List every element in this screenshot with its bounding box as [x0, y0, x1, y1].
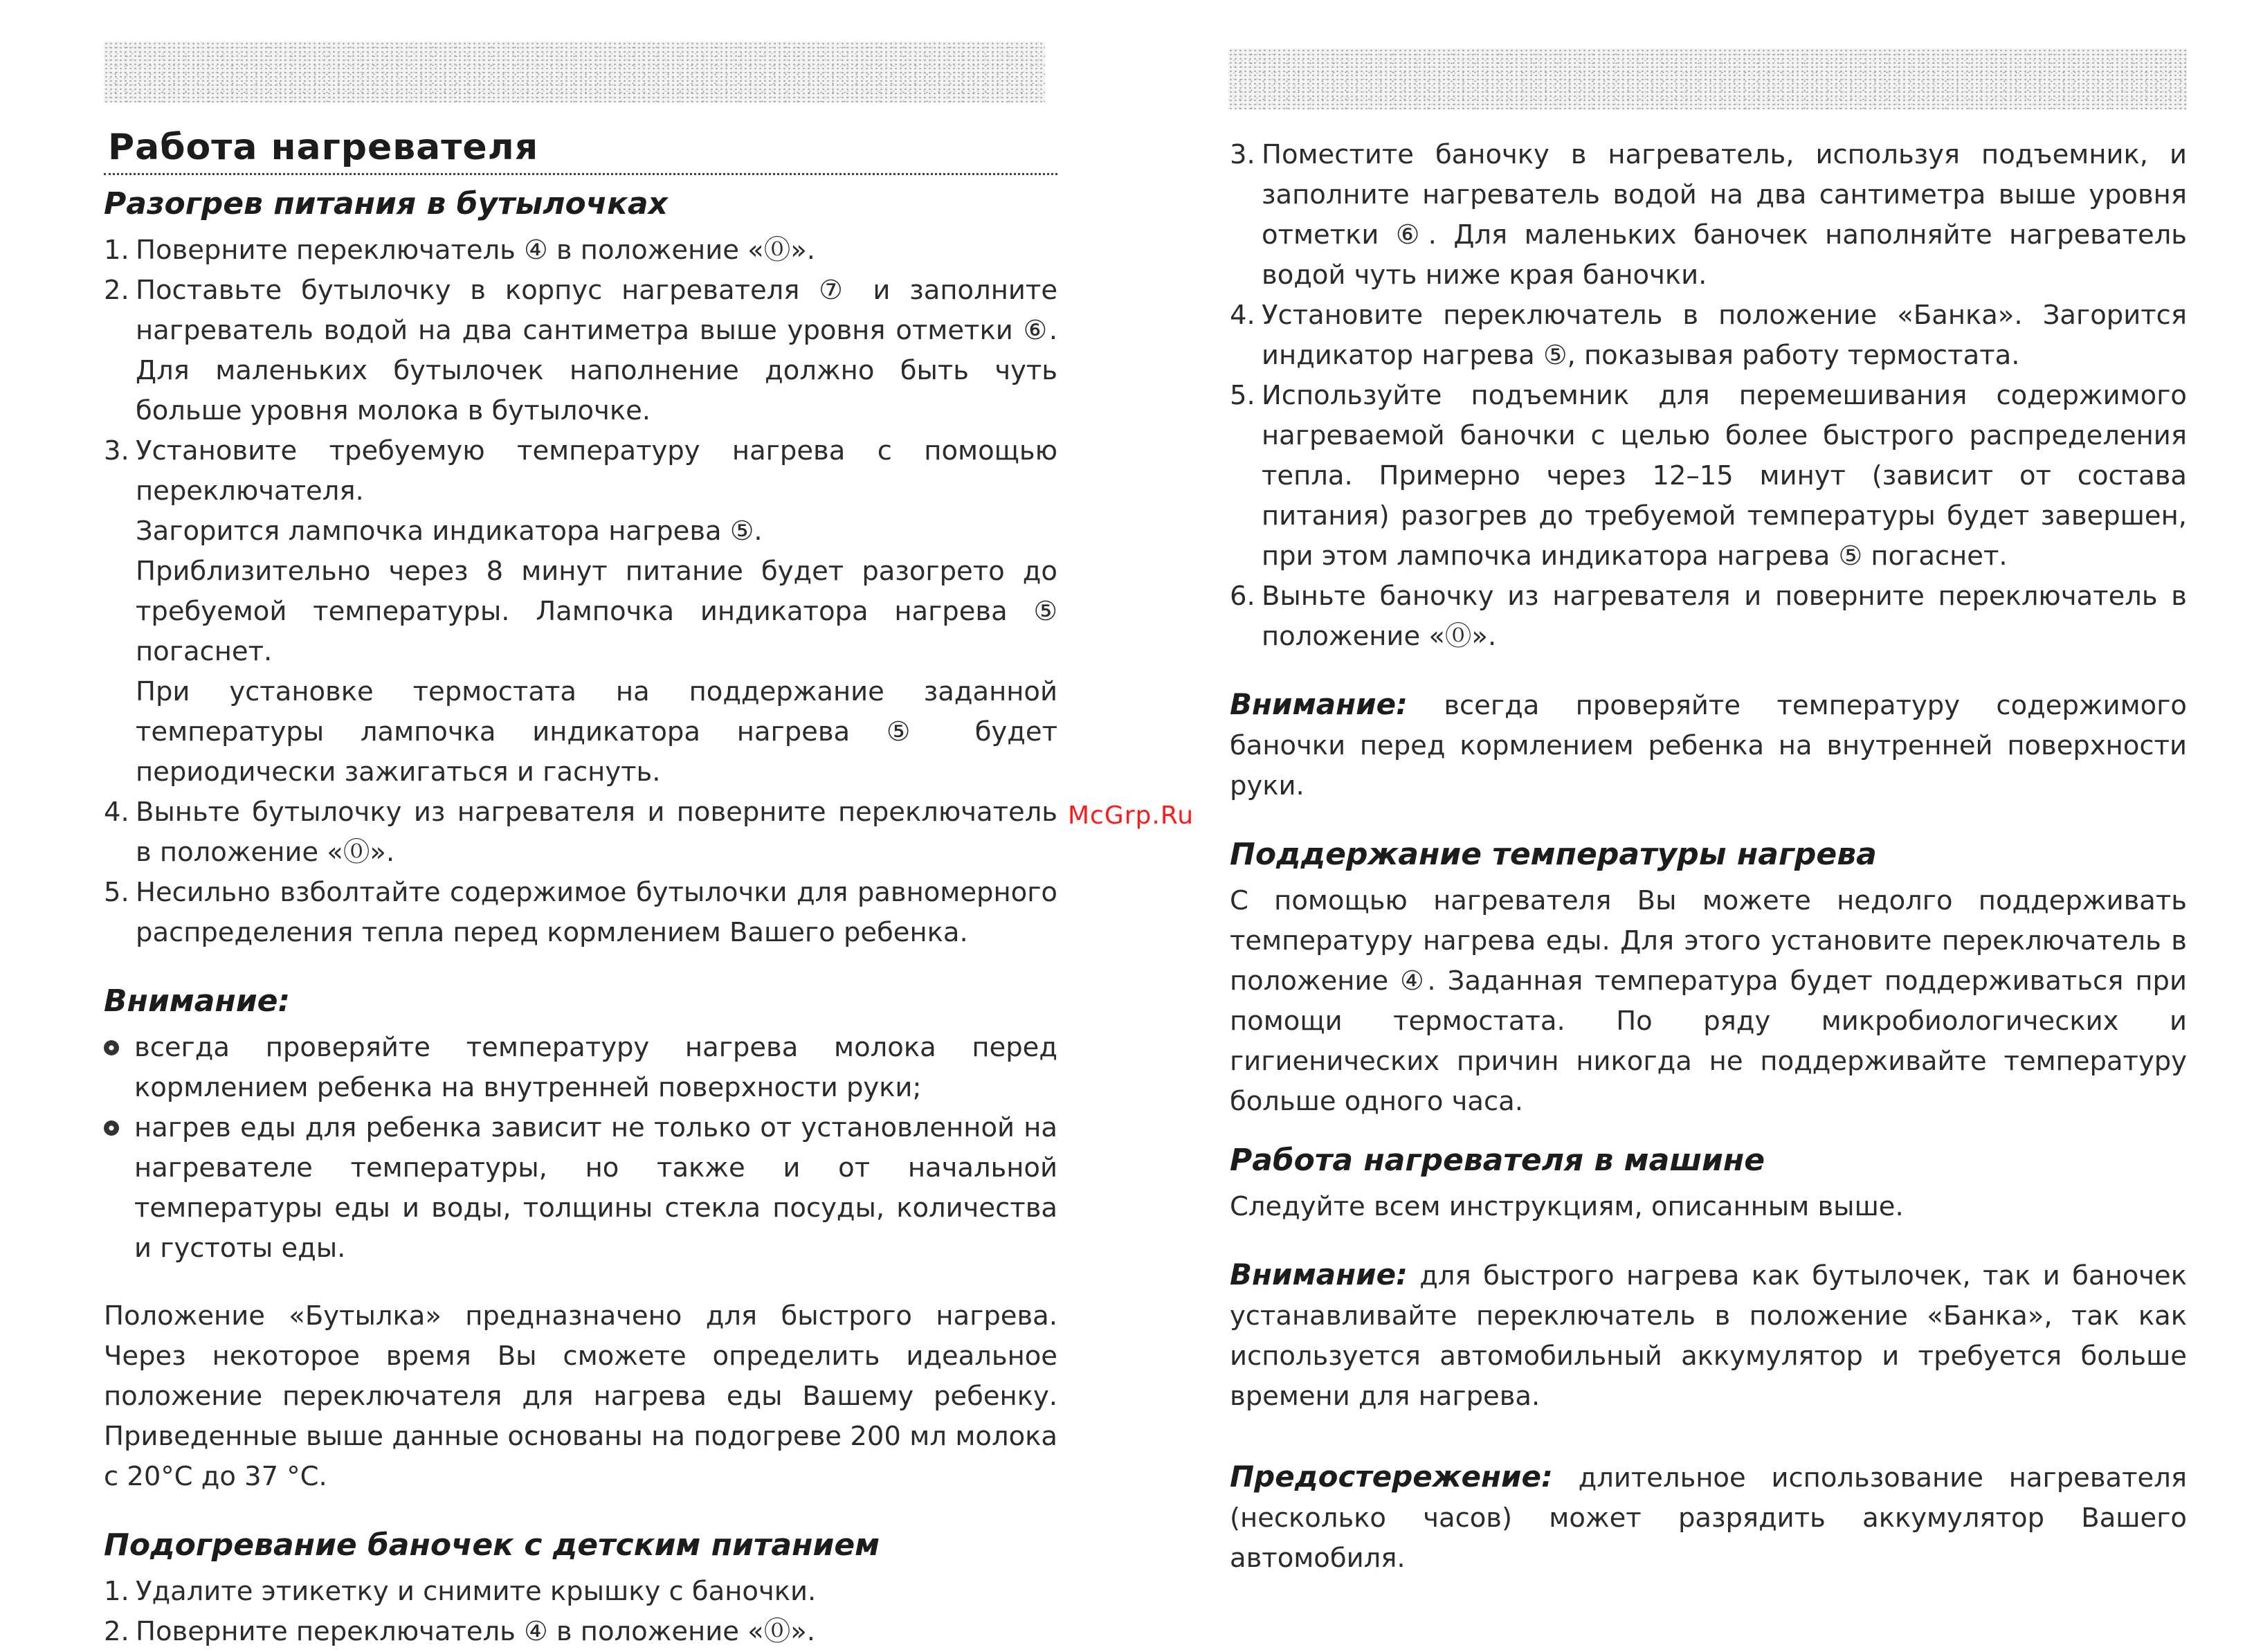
- list-item: [104, 230, 1057, 271]
- note-text: всегда проверяйте температуру нагрева молока перед кормлением ребенка на внутренней поверхности руки;: [134, 1032, 1057, 1103]
- list-item: [104, 792, 1057, 873]
- left-page: [0, 0, 1132, 1647]
- caution-lead: Предостережение:: [1230, 1460, 1553, 1494]
- bullet-icon: [104, 1120, 119, 1136]
- list-item: [104, 1572, 1057, 1612]
- caution-text: длительное использование нагревателя (несколько часов) может разрядить аккумулятор Вашего автомобиля.: [1230, 1462, 2187, 1574]
- list-item: [1230, 296, 2187, 376]
- list-item: [104, 431, 1057, 792]
- step-number: 4.: [104, 797, 129, 828]
- attention-note-jar: [1230, 684, 2187, 806]
- note-text: нагрев еды для ребенка зависит не только от установленной на нагревателе температуры, но также и от начальной температуры еды и воды, толщины стекла посуды, количества и густоты еды.: [134, 1112, 1057, 1264]
- attention-list: [104, 1028, 1057, 1269]
- step-text: Установите требуемую температуру нагрева с помощью переключателя.: [136, 435, 1057, 507]
- right-column: [1230, 135, 2187, 1579]
- step-number: 4.: [1230, 300, 1255, 331]
- list-item: [104, 1028, 1057, 1108]
- step-text: Удалите этикетку и снимите крышку с баночки.: [136, 1576, 817, 1607]
- list-item: [104, 873, 1057, 953]
- section-title-car: Работа нагревателя в машине: [1230, 1143, 1765, 1178]
- list-item: [104, 271, 1057, 431]
- title-divider: [104, 173, 1057, 175]
- watermark: McGrp.Ru: [1068, 801, 1194, 830]
- bottle-steps-list: [104, 230, 1057, 953]
- attention-lead: Внимание:: [1230, 687, 1408, 721]
- step-text: Поверните переключатель ④ в положение «⓪».: [136, 1616, 816, 1647]
- caution-note: [1230, 1457, 2187, 1579]
- attention-note-car: [1230, 1255, 2187, 1417]
- bottle-position-paragraph: Положение «Бутылка» предназначено для быстрого нагрева. Через некоторое время Вы сможете определить идеальное положение переключателя для нагрева еды Вашему ребенку. Приведенные выше данные основаны на подогреве 200 мл молока с 20°С до 37 °С.: [104, 1300, 1057, 1492]
- attention-title: Внимание:: [104, 983, 291, 1019]
- step-text: Выньте бутылочку из нагревателя и поверните переключатель в положение «⓪».: [136, 797, 1057, 868]
- step-text: Выньте баночку из нагревателя и поверните переключатель в положение «⓪».: [1262, 581, 2187, 652]
- list-item: [1230, 376, 2187, 577]
- step-text: Несильно взболтайте содержимое бутылочки для равномерного распределения тепла перед кормлением Вашего ребенка.: [136, 877, 1057, 948]
- step-text: Поверните переключатель ④ в положение «⓪».: [136, 235, 816, 266]
- maintain-paragraph: С помощью нагревателя Вы можете недолго поддерживать температуру нагрева еды. Для этого установите переключатель в положение ④. Заданная температура будет поддерживаться при помощи термостата. По ряду микробиологических и гигиенических причин никогда не поддерживайте температуру больше одного часа.: [1230, 885, 2187, 1117]
- list-item: [104, 1108, 1057, 1269]
- page-title: Работа нагревателя: [108, 127, 539, 168]
- step-number: 1.: [104, 235, 129, 266]
- step-text: Поместите баночку в нагреватель, используя подъемник, и заполните нагреватель водой на два сантиметра выше уровня отметки ⑥. Для маленьких баночек наполняйте нагреватель водой чуть ниже края баночки.: [1262, 139, 2187, 291]
- step-text: Приблизительно через 8 минут питание будет разогрето до требуемой температуры. Лампочка индикатора нагрева ⑤ погаснет.: [136, 556, 1057, 667]
- jar-steps-list: [104, 1572, 1057, 1652]
- bullet-icon: [104, 1040, 119, 1055]
- step-number: 5.: [104, 877, 129, 908]
- step-number: 3.: [1230, 139, 1255, 170]
- step-text: Установите переключатель в положение «Банка». Загорится индикатор нагрева ⑤, показывая работу термостата.: [1262, 300, 2187, 371]
- step-text: При установке термостата на поддержание заданной температуры лампочка индикатора нагрева ⑤ будет периодически зажигаться и гаснуть.: [136, 676, 1057, 788]
- right-page: [1132, 0, 2263, 1633]
- step-text: Поставьте бутылочку в корпус нагревателя ⑦ и заполните нагреватель водой на два сантиметра выше уровня отметки ⑥. Для маленьких бутылочек наполнение должно быть чуть больше уровня молока в бутылочке.: [136, 275, 1057, 426]
- attention-text: всегда проверяйте температуру содержимого баночки перед кормлением ребенка на внутренней поверхности руки.: [1230, 690, 2187, 801]
- step-number: 6.: [1230, 581, 1255, 612]
- step-text: Используйте подъемник для перемешивания содержимого нагреваемой баночки с целью более быстрого распределения тепла. Примерно через 12–15 минут (зависит от состава питания) разогрев до требуемой температуры будет завершен, при этом лампочка индикатора нагрева ⑤ погаснет.: [1262, 380, 2187, 572]
- scan-noise-band: [1228, 48, 2187, 109]
- jar-steps-continued-list: [1230, 135, 2187, 657]
- step-number: 5.: [1230, 380, 1255, 411]
- left-column: [104, 126, 1057, 1652]
- car-paragraph: Следуйте всем инструкциям, описанным выше.: [1230, 1191, 1904, 1222]
- step-number: 1.: [104, 1576, 129, 1607]
- scan-noise-band: [104, 42, 1045, 102]
- step-number: 2.: [104, 1616, 129, 1647]
- step-number: 2.: [104, 275, 129, 306]
- section-title-maintain: Поддержание температуры нагрева: [1230, 837, 1877, 872]
- section-title-jars: Подогревание баночек с детским питанием: [104, 1527, 880, 1563]
- step-text: Загорится лампочка индикатора нагрева ⑤.: [136, 516, 763, 547]
- list-item: [104, 1612, 1057, 1652]
- list-item: [1230, 135, 2187, 296]
- step-number: 3.: [104, 435, 129, 466]
- list-item: [1230, 577, 2187, 657]
- attention-lead: Внимание:: [1230, 1258, 1408, 1291]
- section-title-bottles: Разогрев питания в бутылочках: [104, 186, 668, 221]
- attention-text: для быстрого нагрева как бутылочек, так и баночек устанавливайте переключатель в положение «Банка», так как используется автомобильный аккумулятор и требуется больше времени для нагрева.: [1230, 1260, 2187, 1412]
